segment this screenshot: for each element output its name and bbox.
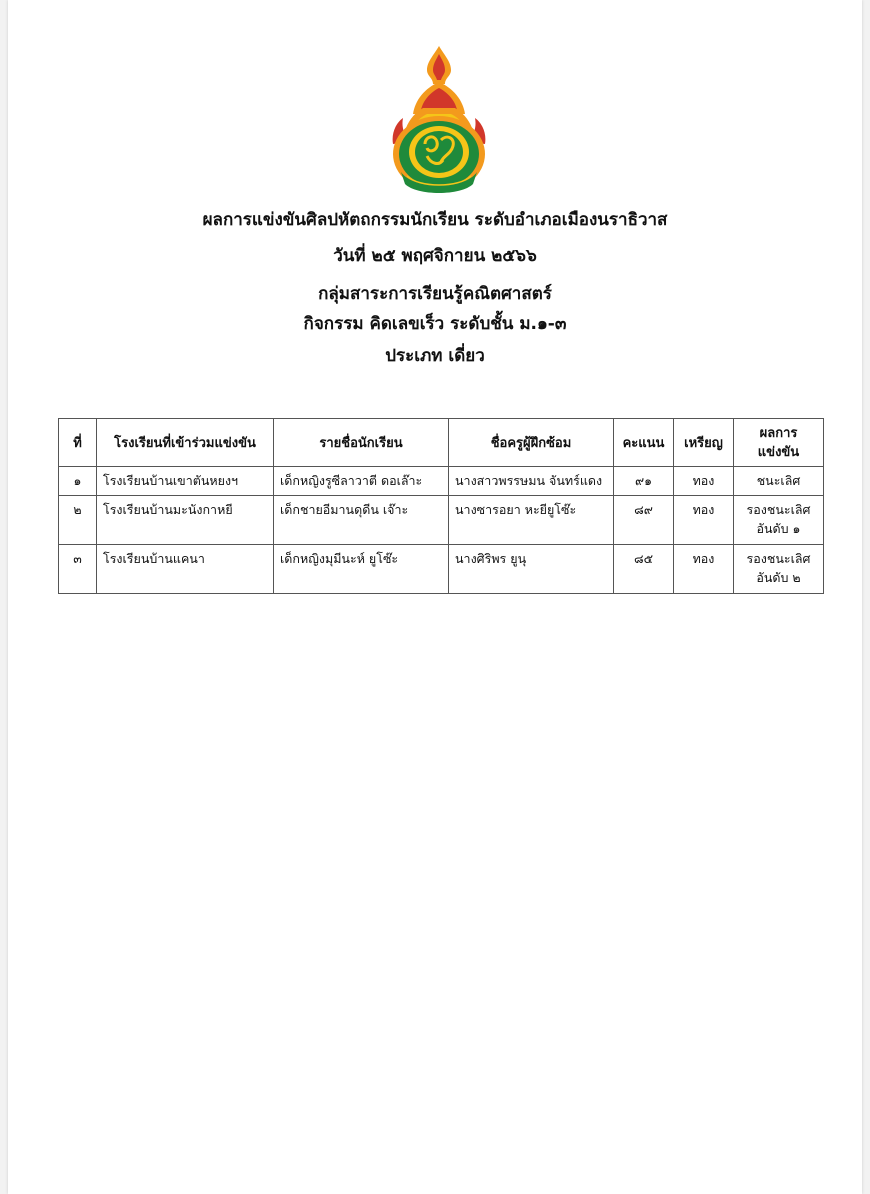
cell-result xyxy=(734,496,824,545)
header-result-line-2: แข่งขัน xyxy=(757,444,800,460)
header-medal: เหรียญ xyxy=(674,419,734,467)
cell-school: โรงเรียนบ้านแคนา xyxy=(97,545,274,594)
header-teacher: ชื่อครูผู้ฝึกซ้อม xyxy=(449,419,614,467)
cell-result xyxy=(734,467,824,496)
header-student: รายชื่อนักเรียน xyxy=(274,419,449,467)
cell-teacher: นางซารอยา หะยียูโซ๊ะ xyxy=(449,496,614,545)
cell-school: โรงเรียนบ้านเขาตันหยงฯ xyxy=(97,467,274,496)
document-page xyxy=(8,0,862,1194)
cell-student: เด็กหญิงรูซีลาวาตี ดอเล๊าะ xyxy=(274,467,449,496)
cell-result-line-1: รองชนะเลิศ xyxy=(746,502,811,517)
title-subject-group: กลุ่มสาระการเรียนรู้คณิตศาสตร์ xyxy=(318,284,552,304)
cell-medal: ทอง xyxy=(674,467,734,496)
title-activity: กิจกรรม คิดเลขเร็ว ระดับชั้น ม.๑-๓ xyxy=(303,314,567,334)
cell-score: ๘๙ xyxy=(614,496,674,545)
table-row xyxy=(59,545,824,594)
title-category: ประเภท เดี่ยว xyxy=(385,346,485,366)
cell-score: ๘๕ xyxy=(614,545,674,594)
cell-no: ๓ xyxy=(59,545,97,594)
cell-score: ๙๑ xyxy=(614,467,674,496)
title-line-1: ผลการแข่งขันศิลปหัตถกรรมนักเรียน ระดับอำเภอเมืองนราธิวาส xyxy=(202,210,668,230)
header-result-line-1: ผลการ xyxy=(759,425,798,441)
table-row xyxy=(59,496,824,545)
cell-medal: ทอง xyxy=(674,545,734,594)
cell-school: โรงเรียนบ้านมะนังกาหยี xyxy=(97,496,274,545)
cell-result-line-2: อันดับ ๒ xyxy=(756,570,801,585)
header-school: โรงเรียนที่เข้าร่วมแข่งขัน xyxy=(97,419,274,467)
cell-student: เด็กชายอีมานดุดีน เจ๊าะ xyxy=(274,496,449,545)
cell-student: เด็กหญิงมุมีนะห์ ยูโซ๊ะ xyxy=(274,545,449,594)
cell-no: ๑ xyxy=(59,467,97,496)
cell-result xyxy=(734,545,824,594)
header-no: ที่ xyxy=(59,419,97,467)
cell-result-line-2: อันดับ ๑ xyxy=(756,521,801,536)
table-header-row xyxy=(59,419,824,467)
header-score: คะแนน xyxy=(614,419,674,467)
cell-result-line-1: รองชนะเลิศ xyxy=(746,551,811,566)
cell-teacher: นางสาวพรรษมน จันทร์แดง xyxy=(449,467,614,496)
cell-teacher: นางศิริพร ยูนุ xyxy=(449,545,614,594)
results-table xyxy=(58,418,824,594)
header-result xyxy=(734,419,824,467)
table-row xyxy=(59,467,824,496)
cell-no: ๒ xyxy=(59,496,97,545)
title-date: วันที่ ๒๕ พฤศจิกายน ๒๕๖๖ xyxy=(333,246,537,266)
cell-medal: ทอง xyxy=(674,496,734,545)
obec-emblem-icon xyxy=(383,44,495,196)
cell-result-line-1: ชนะเลิศ xyxy=(756,473,801,488)
